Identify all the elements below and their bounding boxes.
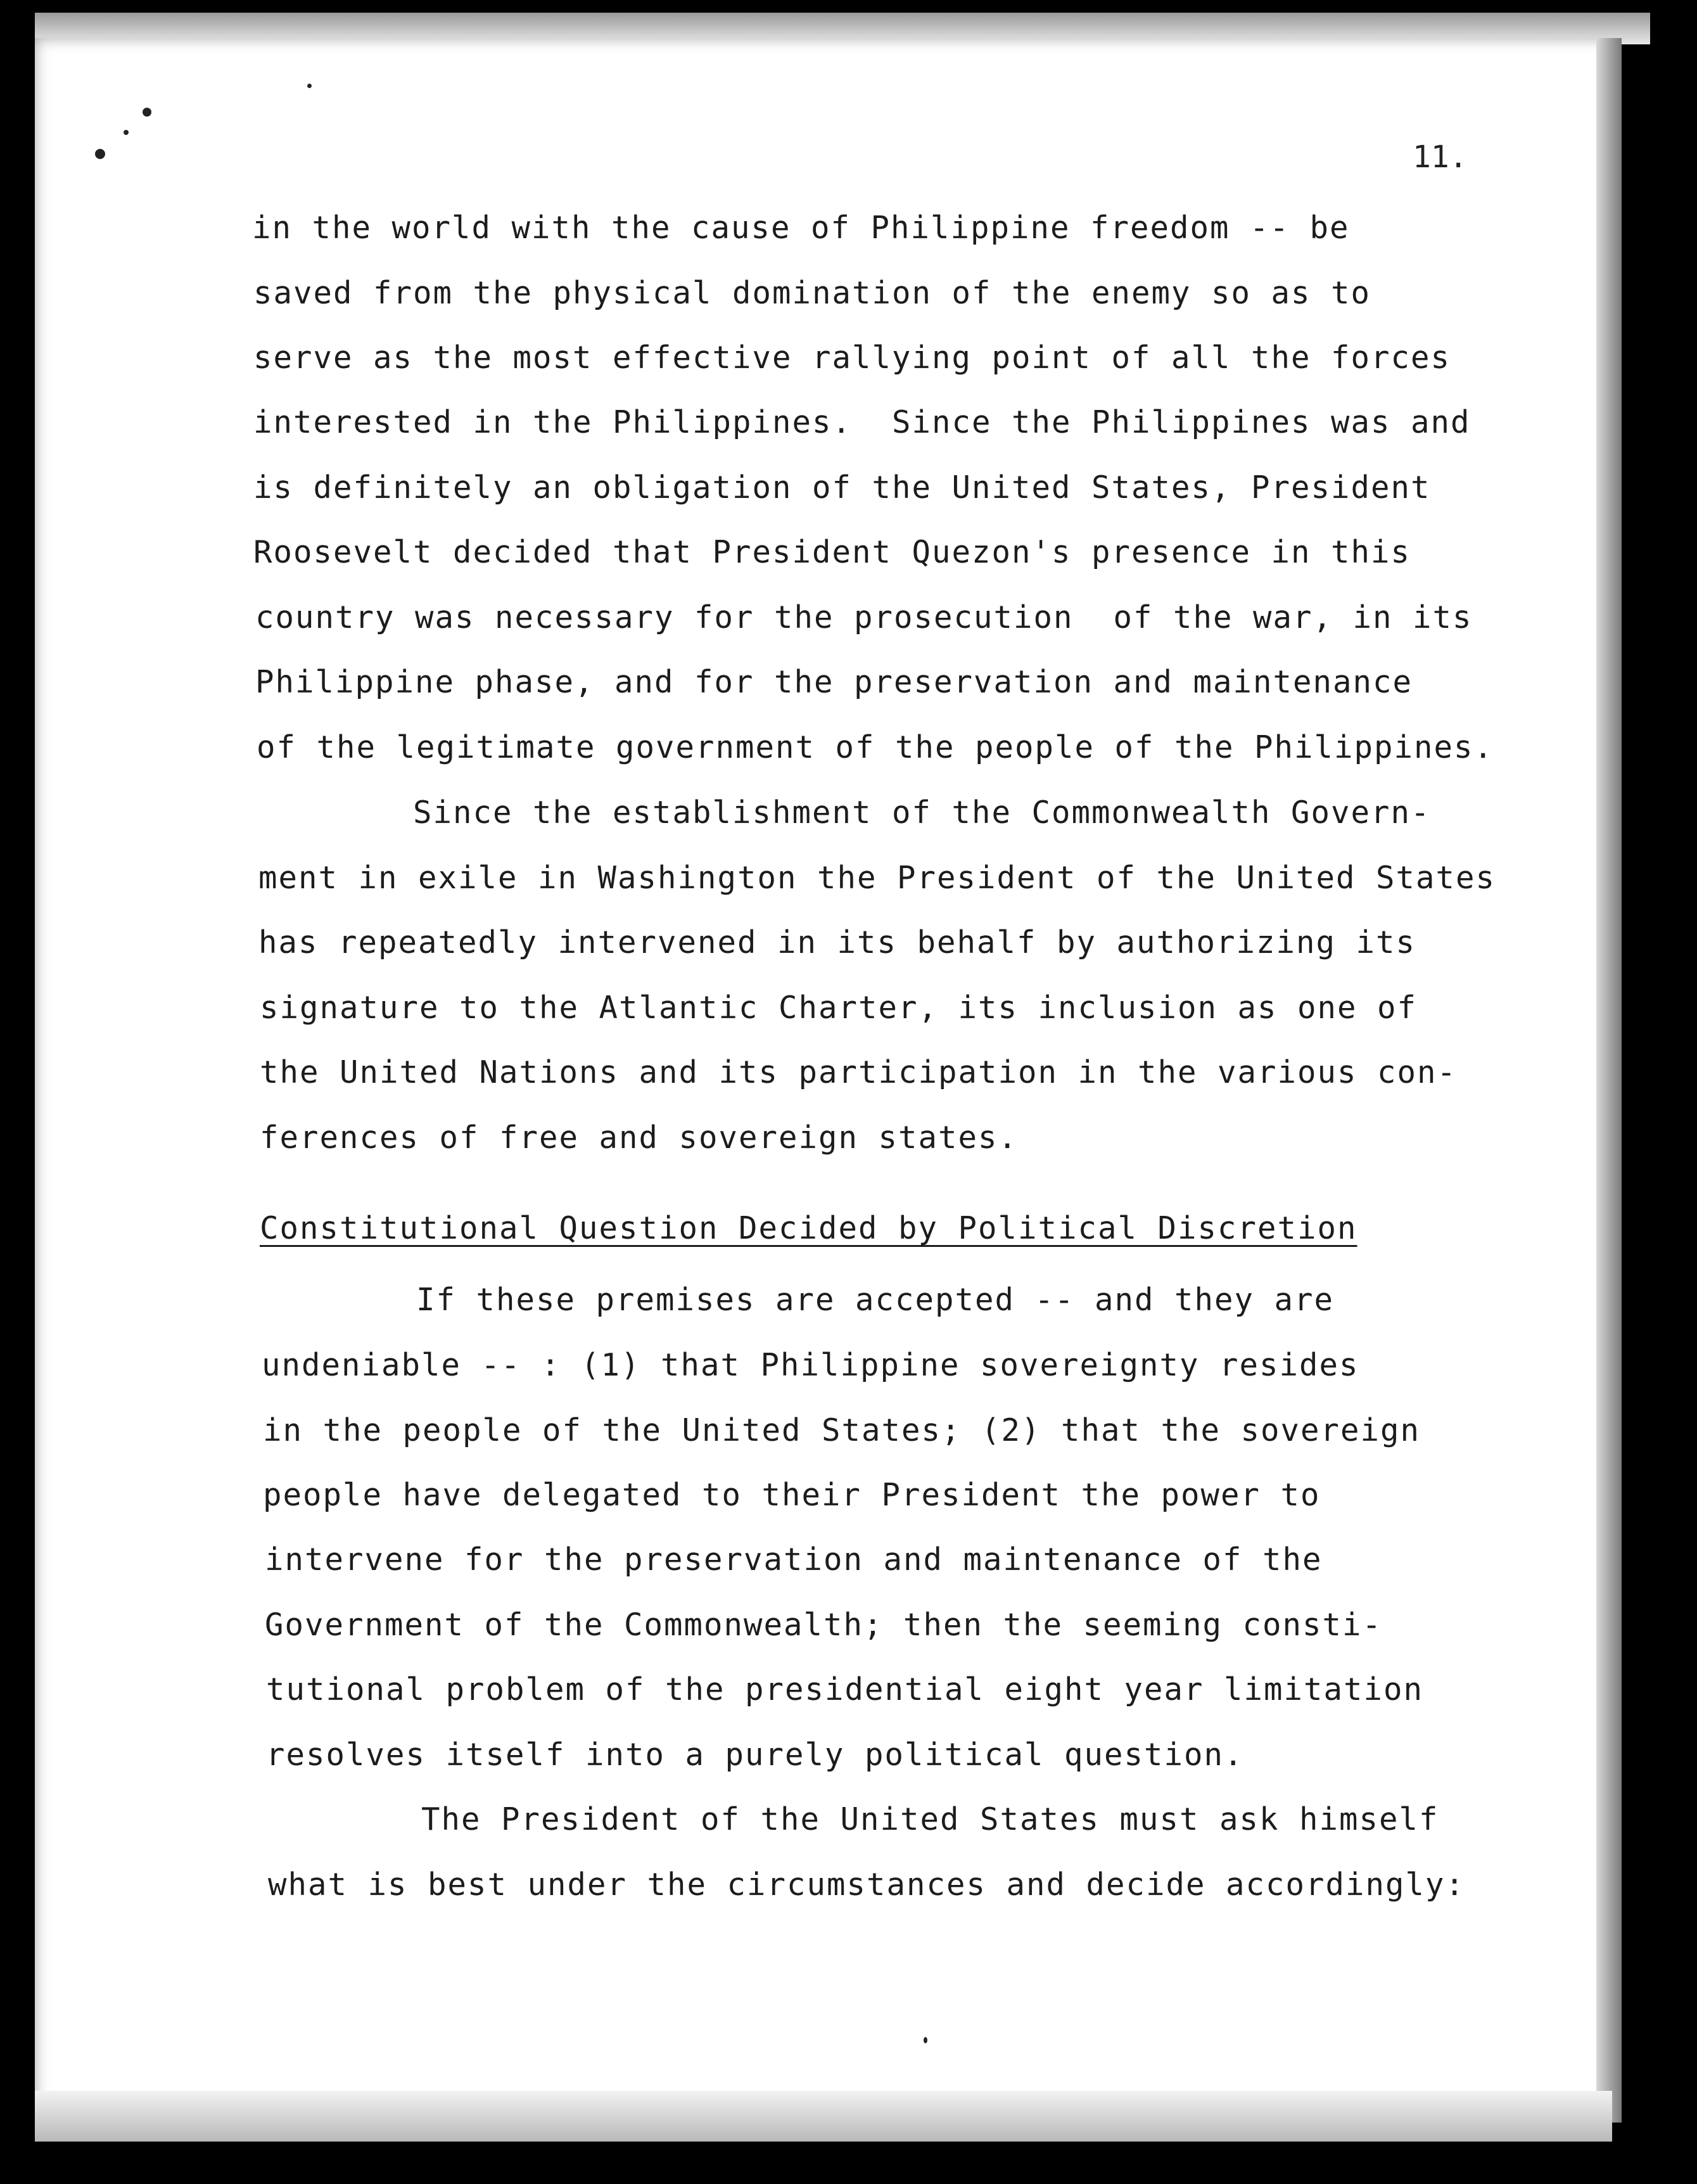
text-line: signature to the Atlantic Charter, its inclusion as one of bbox=[260, 990, 1418, 1026]
section-heading: Constitutional Question Decided by Political Discretion bbox=[260, 1210, 1357, 1246]
text-line: The President of the United States must ask himself bbox=[421, 1801, 1439, 1837]
text-line: interested in the Philippines. Since the Philippines was and bbox=[253, 404, 1471, 440]
text-line: the United Nations and its participation in the various con- bbox=[260, 1054, 1458, 1090]
text-line: undeniable -- : (1) that Philippine sovereignty resides bbox=[262, 1347, 1359, 1383]
text-line: ferences of free and sovereign states. bbox=[260, 1120, 1019, 1156]
text-line: in the world with the cause of Philippine freedom -- be bbox=[252, 210, 1350, 246]
ink-speck bbox=[924, 2037, 927, 2043]
ink-speck bbox=[143, 108, 151, 117]
text-line: If these premises are accepted -- and they are bbox=[416, 1282, 1335, 1318]
page-right-edge bbox=[1596, 38, 1622, 2123]
text-line: Government of the Commonwealth; then the seeming consti- bbox=[265, 1607, 1383, 1643]
page-bottom-edge bbox=[35, 2091, 1612, 2142]
text-line: resolves itself into a purely political question. bbox=[266, 1737, 1244, 1773]
text-line: tutional problem of the presidential eight year limitation bbox=[266, 1671, 1424, 1708]
ink-speck bbox=[95, 149, 105, 159]
text-line: country was necessary for the prosecution of the war, in its bbox=[255, 599, 1473, 635]
text-line: in the people of the United States; (2) that the sovereign bbox=[263, 1412, 1421, 1448]
page-number: 11. bbox=[1413, 139, 1468, 175]
ink-speck bbox=[124, 130, 129, 135]
text-line: Roosevelt decided that President Quezon's presence in this bbox=[253, 534, 1411, 570]
text-line: Since the establishment of the Commonwealth Govern- bbox=[413, 795, 1431, 831]
text-line: Philippine phase, and for the preservation and maintenance bbox=[255, 664, 1413, 700]
text-line: intervene for the preservation and maintenance of the bbox=[265, 1542, 1323, 1578]
text-line: people have delegated to their President the power to bbox=[263, 1477, 1321, 1513]
text-line: is definitely an obligation of the United States, President bbox=[253, 469, 1431, 506]
text-line: of the legitimate government of the people of the Philippines. bbox=[257, 729, 1494, 765]
ink-speck bbox=[307, 84, 312, 88]
text-line: what is best under the circumstances and decide accordingly: bbox=[268, 1867, 1466, 1903]
text-line: ment in exile in Washington the President of the United States bbox=[258, 860, 1496, 896]
text-line: saved from the physical domination of the enemy so as to bbox=[253, 275, 1371, 311]
text-line: serve as the most effective rallying point of all the forces bbox=[253, 340, 1451, 376]
text-line: has repeatedly intervened in its behalf by authorizing its bbox=[258, 924, 1416, 961]
